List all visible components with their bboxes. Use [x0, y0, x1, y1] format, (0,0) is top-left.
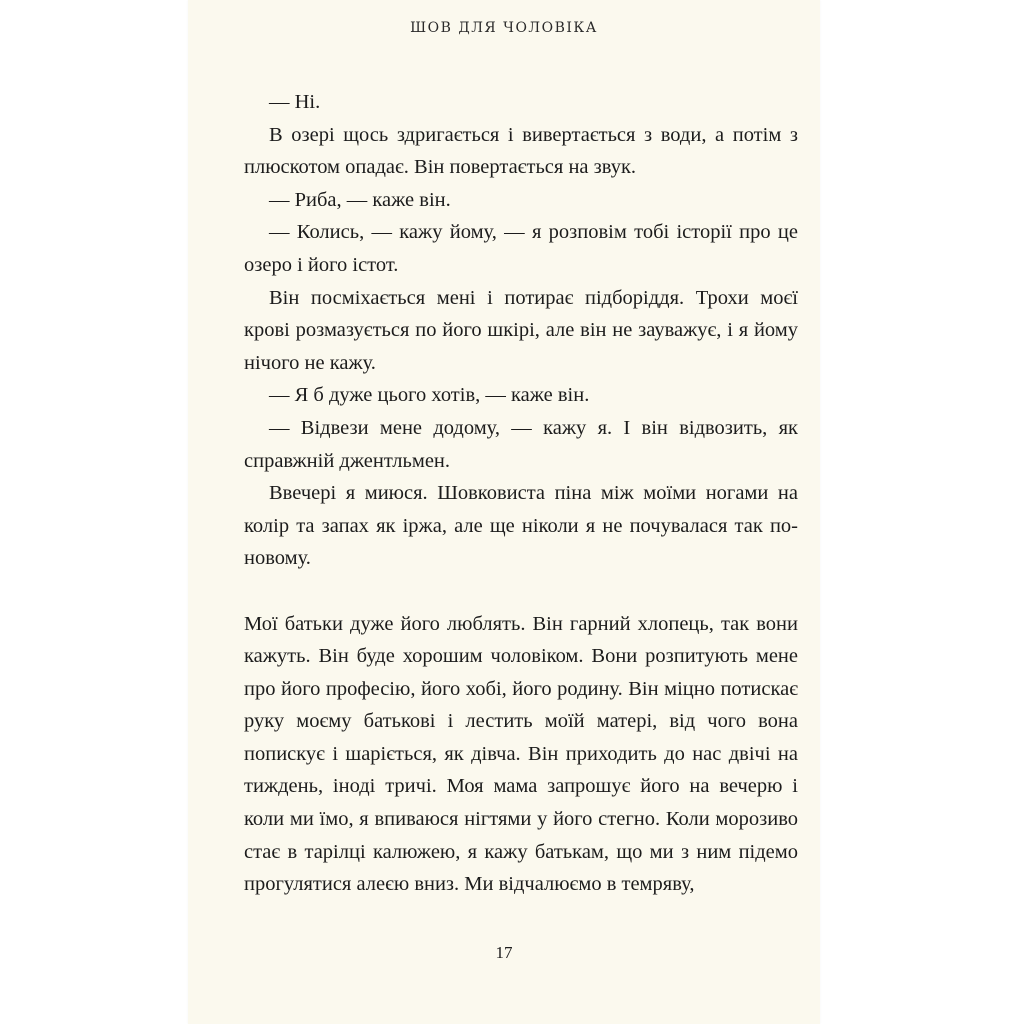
paragraph-2: В озері щось здригається і вивертається з води, а потім з плюскотом опадає. Він повертається на звук. — [244, 123, 798, 179]
paragraph-1: — Ні. — [269, 91, 321, 113]
page-number: 17 — [495, 943, 513, 962]
paragraph-3: — Риба, — каже він. — [269, 188, 451, 211]
running-header: ШОВ ДЛЯ ЧОЛОВІКА — [410, 20, 598, 36]
book-page — [188, 0, 820, 1024]
paragraph-5: Він посміхається мені і потирає підборіддя. Трохи моєї крові розмазується по його шкірі, але він не зауважує, і я йому нічого не кажу. — [244, 286, 798, 374]
paragraph-6: — Я б дуже цього хотів, — каже він. — [269, 384, 590, 407]
paragraph-7: — Відвези мене додому, — кажу я. І він відвозить, як справжній джентльмен. — [244, 416, 798, 472]
paragraph-8: Ввечері я миюся. Шовковиста піна між моїми ногами на колір та запах як іржа, але ще ніколи я не почувалася так по-новому. — [244, 482, 798, 570]
paragraph-9: Мої батьки дуже його люблять. Він гарний хлопець, так вони кажуть. Він буде хорошим чоловіком. Вони розпитують мене про його професію, його хобі, його родину. Він міцно потискає руку моєму батькові і лестить моїй матері, від чого вона попискує і шаріється, як дівча. Він приходить до нас двічі на тиждень, іноді тричі. Моя мама запрошує його на вечерю і коли ми їмо, я впиваюся нігтями у його стегно. Коли морозиво стає в тарілці калюжею, я кажу батькам, що ми з ним підемо прогулятися алеєю вниз. Ми відчалюємо в темряву, — [244, 612, 798, 896]
paragraph-4: — Колись, — кажу йому, — я розповім тобі історії про це озеро і його істот. — [244, 221, 798, 276]
page-body — [244, 86, 798, 901]
